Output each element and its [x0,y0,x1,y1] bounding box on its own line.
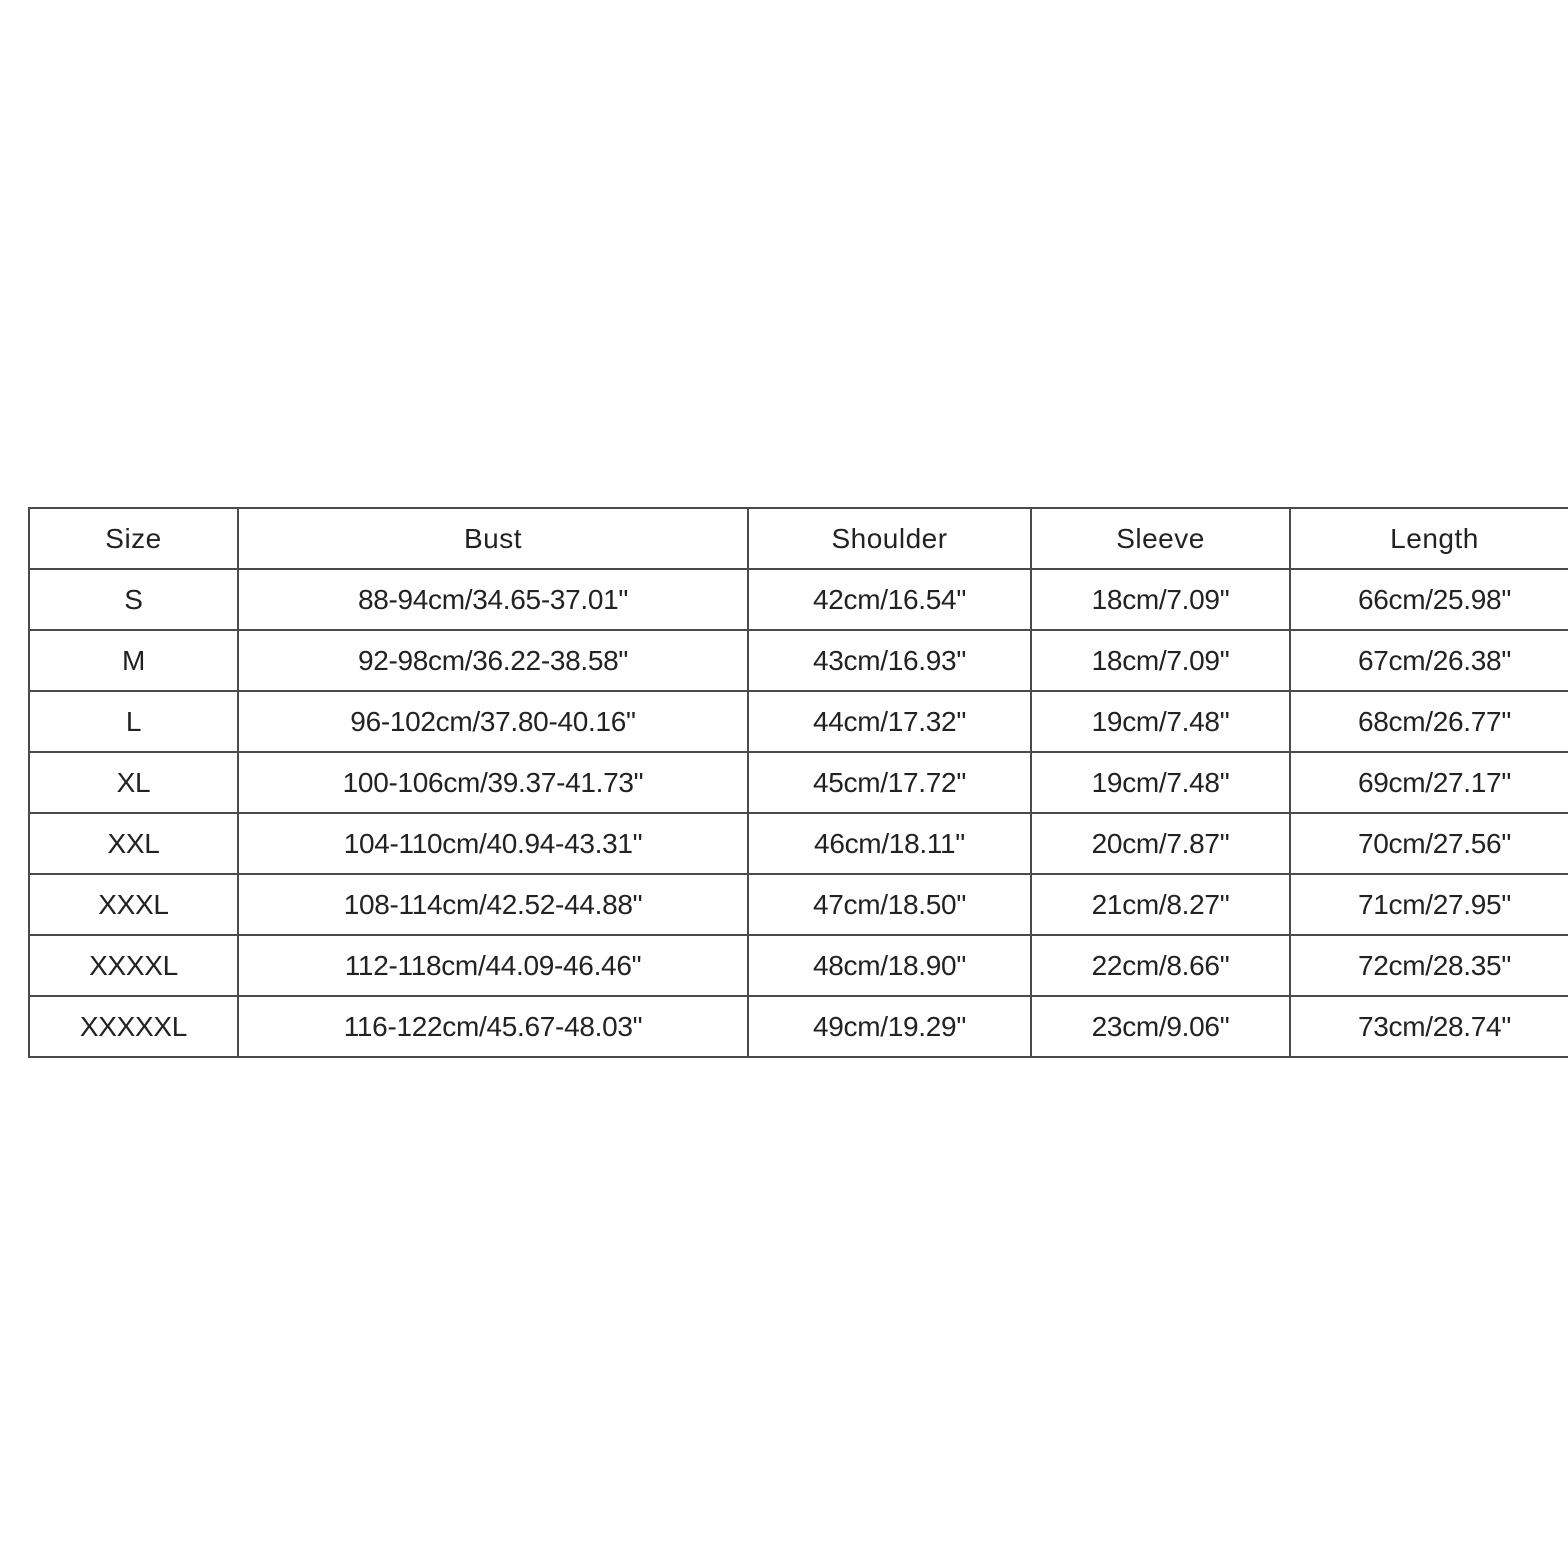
cell-sleeve: 20cm/7.87" [1031,813,1290,874]
table-row [29,874,1568,935]
cell-bust: 108-114cm/42.52-44.88" [238,874,748,935]
cell-sleeve: 18cm/7.09" [1031,569,1290,630]
cell-shoulder: 44cm/17.32" [748,691,1031,752]
cell-bust: 96-102cm/37.80-40.16" [238,691,748,752]
cell-shoulder: 43cm/16.93" [748,630,1031,691]
cell-length: 68cm/26.77" [1290,691,1568,752]
header-length: Length [1290,508,1568,569]
cell-bust: 88-94cm/34.65-37.01" [238,569,748,630]
cell-bust: 92-98cm/36.22-38.58" [238,630,748,691]
cell-size: L [29,691,238,752]
header-sleeve: Sleeve [1031,508,1290,569]
cell-size: XXXXL [29,935,238,996]
cell-length: 72cm/28.35" [1290,935,1568,996]
cell-shoulder: 45cm/17.72" [748,752,1031,813]
cell-size: XXXL [29,874,238,935]
cell-sleeve: 22cm/8.66" [1031,935,1290,996]
table-row [29,691,1568,752]
table-row [29,630,1568,691]
table-row [29,813,1568,874]
cell-size: XXL [29,813,238,874]
cell-length: 66cm/25.98" [1290,569,1568,630]
cell-shoulder: 48cm/18.90" [748,935,1031,996]
cell-bust: 104-110cm/40.94-43.31" [238,813,748,874]
cell-length: 73cm/28.74" [1290,996,1568,1057]
cell-size: XXXXXL [29,996,238,1057]
table-header-row [29,508,1568,569]
header-size: Size [29,508,238,569]
header-shoulder: Shoulder [748,508,1031,569]
cell-length: 70cm/27.56" [1290,813,1568,874]
cell-shoulder: 46cm/18.11" [748,813,1031,874]
cell-length: 69cm/27.17" [1290,752,1568,813]
table-row [29,996,1568,1057]
cell-sleeve: 18cm/7.09" [1031,630,1290,691]
cell-size: S [29,569,238,630]
cell-size: XL [29,752,238,813]
cell-sleeve: 21cm/8.27" [1031,874,1290,935]
cell-length: 67cm/26.38" [1290,630,1568,691]
table-row [29,752,1568,813]
header-bust: Bust [238,508,748,569]
cell-size: M [29,630,238,691]
table-row [29,935,1568,996]
cell-sleeve: 19cm/7.48" [1031,691,1290,752]
cell-sleeve: 19cm/7.48" [1031,752,1290,813]
cell-shoulder: 47cm/18.50" [748,874,1031,935]
cell-sleeve: 23cm/9.06" [1031,996,1290,1057]
cell-length: 71cm/27.95" [1290,874,1568,935]
cell-shoulder: 49cm/19.29" [748,996,1031,1057]
cell-bust: 112-118cm/44.09-46.46" [238,935,748,996]
size-chart-table [28,507,1568,1058]
cell-bust: 116-122cm/45.67-48.03" [238,996,748,1057]
cell-bust: 100-106cm/39.37-41.73" [238,752,748,813]
cell-shoulder: 42cm/16.54" [748,569,1031,630]
table-row [29,569,1568,630]
